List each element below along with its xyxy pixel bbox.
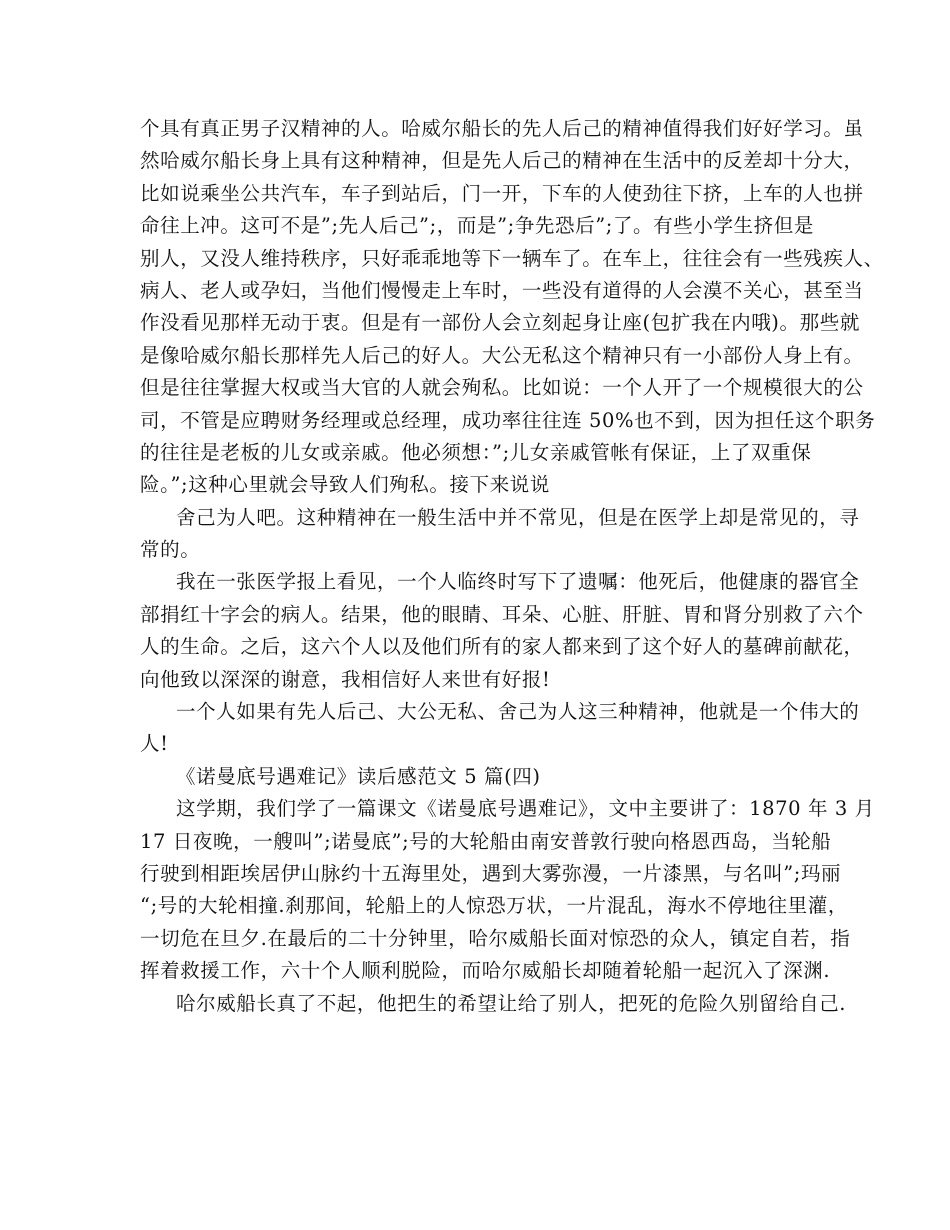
- paragraph-start-line: 这学期，我们学了一篇课文《诺曼底号遇难记》，文中主要讲了：1870 年 3 月: [176, 797, 875, 821]
- section-heading: 《诺曼底号遇难记》读后感范文 5 篇(四): [176, 764, 541, 788]
- text-line: “;号的大轮相撞.刹那间，轮船上的人惊恐万状，一片混乱，海水不停地往里灌，: [140, 894, 848, 918]
- text-line: 险。”;这种心里就会导致人们殉私。接下来说说: [140, 473, 550, 497]
- text-line: 个具有真正男子汉精神的人。哈威尔船长的先人后己的精神值得我们好好学习。虽: [140, 117, 864, 140]
- text-line: 常的。: [140, 538, 201, 562]
- text-line: 17 日夜晚，一艘叫”;诺曼底”;号的大轮船由南安普敦行驶向格恩西岛，当轮船: [140, 829, 832, 853]
- text-line: 人!: [140, 732, 169, 756]
- text-line: 但是往往掌握大权或当大官的人就会殉私。比如说：一个人开了一个规模很大的公: [140, 376, 864, 400]
- text-line: 命往上冲。这可不是”;先人后己”;，而是”;争先恐后”;了。有些小学生挤但是: [140, 214, 814, 238]
- text-line: 向他致以深深的谢意，我相信好人来世有好报!: [140, 667, 551, 691]
- text-line: 作没看见那样无动于衷。但是有一部份人会立刻起身让座(包扩我在内哦)。那些就: [140, 311, 860, 335]
- text-line: 然哈威尔船长身上具有这种精神，但是先人后己的精神在生活中的反差却十分大，: [140, 149, 864, 173]
- text-line: 司，不管是应聘财务经理或总经理，成功率往往连 50%也不到，因为担任这个职务: [140, 408, 876, 432]
- text-line: 行驶到相距埃居伊山脉约十五海里处，遇到大雾弥漫，一片漆黑，与名叫”;玛丽: [140, 861, 842, 885]
- text-line: 人的生命。之后，这六个人以及他们所有的家人都来到了这个好人的墓碑前献花，: [140, 635, 864, 659]
- text-line: 比如说乘坐公共汽车，车子到站后，门一开，下车的人使劲往下挤，上车的人也拼: [140, 181, 864, 205]
- text-line: 别人，又没人维持秩序，只好乖乖地等下一辆车了。在车上，往往会有一些残疾人、: [140, 246, 884, 270]
- text-line: 部捐红十字会的病人。结果，他的眼睛、耳朵、心脏、肝脏、胃和肾分别救了六个: [140, 602, 864, 626]
- paragraph-start-line: 我在一张医学报上看见，一个人临终时写下了遗嘱：他死后，他健康的器官全: [176, 570, 860, 594]
- text-line: 挥着救援工作，六十个人顺利脱险，而哈尔威船长却随着轮船一起沉入了深渊.: [140, 959, 831, 983]
- text-line: 的往往是老板的儿女或亲戚。他必须想：”;儿女亲戚管帐有保证，上了双重保: [140, 440, 812, 464]
- text-line: 是像哈威尔船长那样先人后己的好人。大公无私这个精神只有一小部份人身上有。: [140, 343, 864, 367]
- body-text: [140, 113, 884, 1020]
- paragraph-start-line: 一个人如果有先人后己、大公无私、舍己为人这三种精神，他就是一个伟大的: [176, 700, 860, 724]
- text-line: 病人、老人或孕妇，当他们慢慢走上车时，一些没有道得的人会漠不关心，甚至当: [140, 278, 864, 302]
- paragraph-start-line: 哈尔威船长真了不起，他把生的希望让给了别人，把死的危险久别留给自己.: [176, 991, 847, 1015]
- paragraph-start-line: 舍己为人吧。这种精神在一般生活中并不常见，但是在医学上却是常见的，寻: [176, 505, 860, 529]
- text-line: 一切危在旦夕.在最后的二十分钟里，哈尔威船长面对惊恐的众人，镇定自若，指: [140, 926, 851, 950]
